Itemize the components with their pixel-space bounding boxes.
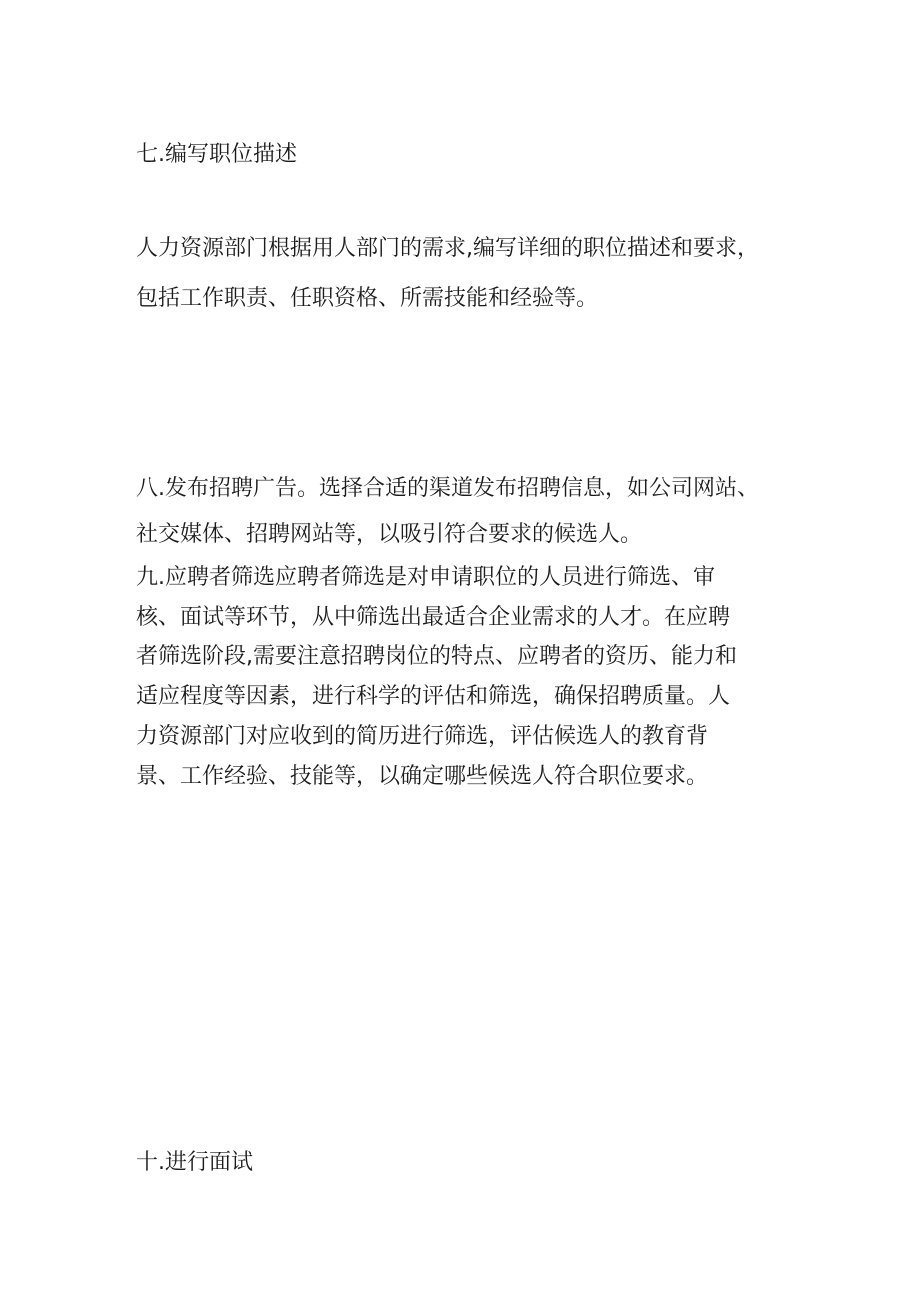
- section-8-line-2: 社交媒体、招聘网站等，以吸引符合要求的候选人。: [136, 522, 643, 547]
- section-7-paragraph-line-2: 包括工作职责、任职资格、所需技能和经验等。: [136, 286, 599, 311]
- section-9-line-2: 核、面试等环节，从中筛选出最适合企业需求的人才。在应聘: [136, 605, 731, 630]
- section-10-heading: 十.进行面试: [136, 1150, 253, 1175]
- section-7-heading: 七.编写职位描述: [136, 142, 297, 167]
- section-9-line-4: 适应程度等因素，进行科学的评估和筛选，确保招聘质量。人: [136, 684, 731, 709]
- section-9-line-5: 力资源部门对应收到的简历进行筛选，评估候选人的教育背: [136, 724, 709, 749]
- section-7-paragraph-line-1: 人力资源部门根据用人部门的需求,编写详细的职位描述和要求，: [136, 236, 759, 261]
- section-8-line-1: 八.发布招聘广告。选择合适的渠道发布招聘信息，如公司网站、: [136, 476, 759, 501]
- section-9-line-3: 者筛选阶段,需要注意招聘岗位的特点、应聘者的资历、能力和: [136, 644, 737, 669]
- section-9-line-6: 景、工作经验、技能等，以确定哪些候选人符合职位要求。: [136, 764, 709, 789]
- section-9-line-1: 九.应聘者筛选应聘者筛选是对申请职位的人员进行筛选、审: [136, 565, 715, 590]
